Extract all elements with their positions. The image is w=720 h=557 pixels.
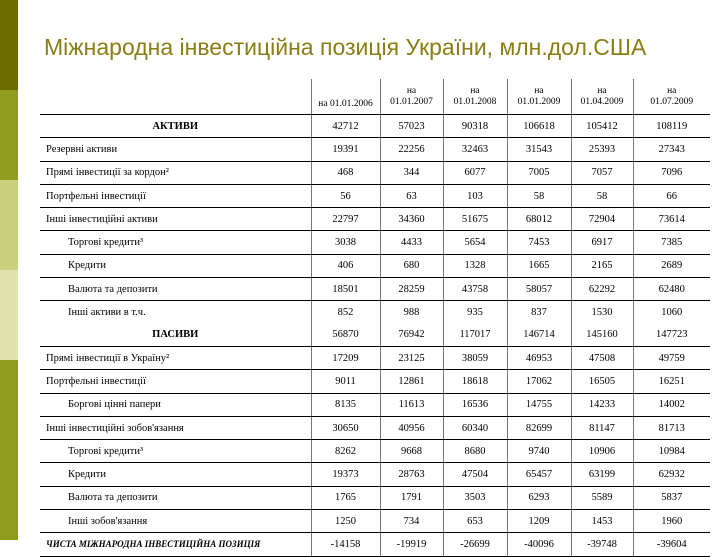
table-cell: 5589 [571,486,633,509]
table-cell: 105412 [571,115,633,138]
row-label: ПАСИВИ [40,324,311,347]
table-cell: 7453 [507,231,571,254]
table-row [40,346,710,369]
table-cell: 76942 [380,324,443,347]
table-cell: 14233 [571,393,633,416]
table-row [40,254,710,277]
table-cell: 9740 [507,440,571,463]
table-cell: 66 [633,184,710,207]
table-cell: 9011 [311,370,380,393]
table-cell: 11613 [380,393,443,416]
table-cell: 680 [380,254,443,277]
table-row [40,138,710,161]
table-cell: 51675 [443,208,507,231]
table-cell: 18501 [311,278,380,301]
row-label: Резервні активи [40,138,311,161]
table-cell: 16505 [571,370,633,393]
table-cell: 68012 [507,208,571,231]
table-cell: 57023 [380,115,443,138]
page-title: Міжнародна інвестиційна позиція України, млн.дол.США [44,34,647,60]
table-cell: 49759 [633,346,710,369]
table-cell: 7385 [633,231,710,254]
table-cell: 22797 [311,208,380,231]
table-cell: 16251 [633,370,710,393]
table-cell: 28763 [380,463,443,486]
table-row [40,510,710,533]
decor-stripe-2 [0,90,18,180]
table-cell: 62292 [571,278,633,301]
table-row [40,161,710,184]
table-row [40,324,710,347]
table-cell: 6917 [571,231,633,254]
table-cell: 103 [443,184,507,207]
table-cell: 31543 [507,138,571,161]
table-cell: 73614 [633,208,710,231]
table-cell: 10906 [571,440,633,463]
table-cell: 8680 [443,440,507,463]
table-cell: 8135 [311,393,380,416]
table-cell: 653 [443,510,507,533]
table-cell: 5654 [443,231,507,254]
table-cell: 16536 [443,393,507,416]
table-cell: 65457 [507,463,571,486]
row-label: Інші зобов'язання [40,510,311,533]
table-cell: 28259 [380,278,443,301]
table-cell: -19919 [380,533,443,556]
table-cell: 468 [311,161,380,184]
table-cell: 58057 [507,278,571,301]
table-cell: 63 [380,184,443,207]
table-cell: 40956 [380,416,443,439]
column-header: на 01.01.2007 [380,79,443,115]
table-cell: 17062 [507,370,571,393]
table-cell: 6077 [443,161,507,184]
table-cell: 147723 [633,324,710,347]
table-row [40,301,710,324]
table-cell: 1960 [633,510,710,533]
table-cell: 406 [311,254,380,277]
row-label: Прямі інвестиції в Україну² [40,346,311,369]
row-label: Торгові кредити³ [40,440,311,463]
row-label: Торгові кредити³ [40,231,311,254]
row-label: Інші активи в т.ч. [68,307,146,319]
row-label: АКТИВИ [40,115,311,138]
table-cell: 47504 [443,463,507,486]
table-cell: 82699 [507,416,571,439]
decor-stripe-4 [0,270,18,360]
table-cell: 3038 [311,231,380,254]
table-cell: 90318 [443,115,507,138]
table-cell: 27343 [633,138,710,161]
table-cell: 1530 [571,301,633,324]
table-cell: 62932 [633,463,710,486]
table-cell: 1060 [633,301,710,324]
table-cell: 5837 [633,486,710,509]
table-row [40,184,710,207]
row-label: Інші інвестиційні активи [40,208,311,231]
table-cell: 17209 [311,346,380,369]
table-cell: 108119 [633,115,710,138]
table-cell: 19373 [311,463,380,486]
table-cell: 1765 [311,486,380,509]
row-label: Валюта та депозити [40,486,311,509]
table-cell: -26699 [443,533,507,556]
table-cell: 25393 [571,138,633,161]
table-cell: 734 [380,510,443,533]
table-cell: 7005 [507,161,571,184]
table-cell: 6293 [507,486,571,509]
decor-stripe-3 [0,180,18,270]
table-row [40,370,710,393]
table-row [40,231,710,254]
table-cell: 1791 [380,486,443,509]
table-row [40,440,710,463]
table-row [40,278,710,301]
table-cell: 1328 [443,254,507,277]
table-cell: -39604 [633,533,710,556]
row-label: Портфельні інвестиції [40,184,311,207]
table-cell: 1453 [571,510,633,533]
row-label: Портфельні інвестиції [40,370,311,393]
row-label: Кредити [40,463,311,486]
table-cell: 72904 [571,208,633,231]
header-blank [40,79,311,115]
table-cell: 14002 [633,393,710,416]
column-header: на 01.01.2006 [311,79,380,115]
table-cell: 117017 [443,324,507,347]
table-cell: -39748 [571,533,633,556]
table-cell: 1250 [311,510,380,533]
table-cell: 18618 [443,370,507,393]
table-cell: 60340 [443,416,507,439]
table-row [40,115,710,138]
table-cell: 852 [311,301,380,324]
table-row [40,393,710,416]
table-cell: 30650 [311,416,380,439]
table-cell: 7096 [633,161,710,184]
table-cell: 9668 [380,440,443,463]
table-cell: 935 [443,301,507,324]
table-cell: 23125 [380,346,443,369]
table-cell: 344 [380,161,443,184]
table-row [40,463,710,486]
table-cell: 1665 [507,254,571,277]
row-label: Валюта та депозити [40,278,311,301]
table-cell: -40096 [507,533,571,556]
table-cell: 106618 [507,115,571,138]
row-label: Боргові цінні папери [40,393,311,416]
table-cell: 3503 [443,486,507,509]
table-row [40,416,710,439]
table-cell: 58 [507,184,571,207]
row-label: Прямі інвестиції за кордон² [40,161,311,184]
table-cell: 146714 [507,324,571,347]
table-row [40,533,710,556]
table-cell: 4433 [380,231,443,254]
table-cell: 62480 [633,278,710,301]
table-cell: 8262 [311,440,380,463]
table-cell: 58 [571,184,633,207]
table-cell: 56 [311,184,380,207]
table-cell: 145160 [571,324,633,347]
column-header: на 01.04.2009 [571,79,633,115]
table-cell: 2689 [633,254,710,277]
table-cell: 34360 [380,208,443,231]
table-cell: 10984 [633,440,710,463]
table-cell: 2165 [571,254,633,277]
header-row [40,79,710,115]
table-cell: 14755 [507,393,571,416]
table-cell: 1209 [507,510,571,533]
table-row [40,486,710,509]
investment-position-table [40,79,710,557]
table-cell: -14158 [311,533,380,556]
table-cell: 81147 [571,416,633,439]
row-label: ЧИСТА МІЖНАРОДНА ІНВЕСТИЦІЙНА ПОЗИЦІЯ [40,533,311,556]
table-cell: 7057 [571,161,633,184]
table-cell: 46953 [507,346,571,369]
column-header: на 01.01.2009 [507,79,571,115]
table-cell: 63199 [571,463,633,486]
row-label: Інші інвестиційні зобов'язання [40,416,311,439]
decor-stripe-5 [0,360,18,540]
table-cell: 38059 [443,346,507,369]
table-cell: 12861 [380,370,443,393]
table-cell: 43758 [443,278,507,301]
table-cell: 47508 [571,346,633,369]
table-cell: 42712 [311,115,380,138]
column-header: на 01.07.2009 [633,79,710,115]
table-cell: 32463 [443,138,507,161]
row-label: Кредити [40,254,311,277]
column-header: на 01.01.2008 [443,79,507,115]
decor-stripe-1 [0,0,18,90]
table-cell: 22256 [380,138,443,161]
table-cell: 988 [380,301,443,324]
table-cell: 19391 [311,138,380,161]
table-cell: 56870 [311,324,380,347]
table-row [40,208,710,231]
table-cell: 837 [507,301,571,324]
table-cell: 81713 [633,416,710,439]
